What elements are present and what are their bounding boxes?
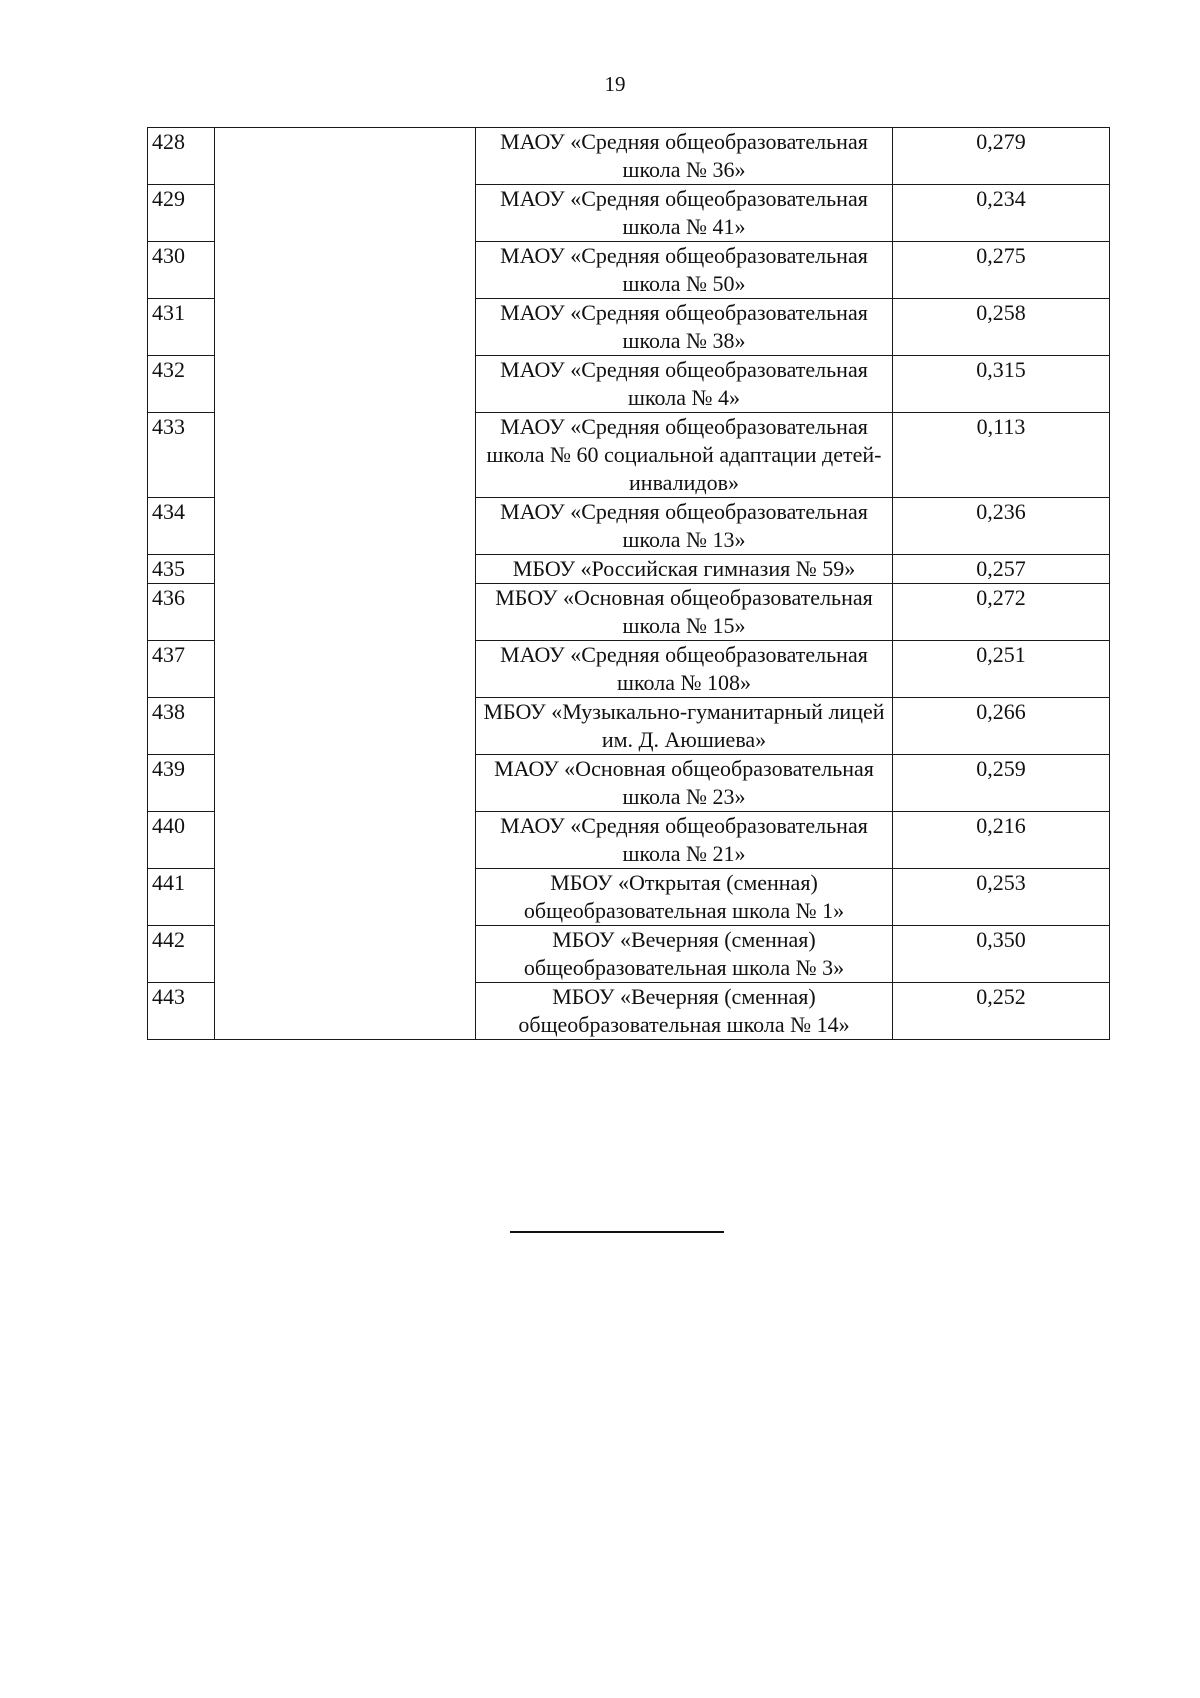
school-name: МБОУ «Российская гимназия № 59»: [476, 555, 893, 584]
page-number: 19: [604, 72, 626, 96]
row-number: 429: [148, 185, 215, 242]
coefficient-value: 0,315: [893, 356, 1110, 413]
coefficient-value: 0,350: [893, 926, 1110, 983]
coefficient-value: 0,266: [893, 698, 1110, 755]
coefficient-value: 0,275: [893, 242, 1110, 299]
closing-rule: [510, 1231, 724, 1233]
row-number: 428: [148, 128, 215, 185]
school-name: МАОУ «Средняя общеобразовательная школа № 13»: [476, 498, 893, 555]
school-name: МАОУ «Средняя общеобразовательная школа № 4»: [476, 356, 893, 413]
coefficient-value: 0,259: [893, 755, 1110, 812]
row-number: 442: [148, 926, 215, 983]
coefficient-value: 0,252: [893, 983, 1110, 1040]
coefficient-value: 0,113: [893, 413, 1110, 498]
row-number: 431: [148, 299, 215, 356]
coefficient-value: 0,272: [893, 584, 1110, 641]
coefficient-value: 0,236: [893, 498, 1110, 555]
district-cell: [215, 128, 476, 1040]
school-name: МБОУ «Вечерняя (сменная) общеобразовательная школа № 14»: [476, 983, 893, 1040]
school-name: МБОУ «Музыкально-гуманитарный лицей им. Д. Аюшиева»: [476, 698, 893, 755]
school-name: МАОУ «Основная общеобразовательная школа № 23»: [476, 755, 893, 812]
coefficient-value: 0,253: [893, 869, 1110, 926]
row-number: 436: [148, 584, 215, 641]
school-name: МАОУ «Средняя общеобразовательная школа № 108»: [476, 641, 893, 698]
table-row: [148, 128, 1110, 185]
row-number: 438: [148, 698, 215, 755]
school-name: МАОУ «Средняя общеобразовательная школа № 38»: [476, 299, 893, 356]
row-number: 430: [148, 242, 215, 299]
row-number: 434: [148, 498, 215, 555]
school-name: МБОУ «Основная общеобразовательная школа № 15»: [476, 584, 893, 641]
row-number: 435: [148, 555, 215, 584]
coefficient-value: 0,257: [893, 555, 1110, 584]
coefficient-value: 0,279: [893, 128, 1110, 185]
row-number: 441: [148, 869, 215, 926]
school-name: МАОУ «Средняя общеобразовательная школа № 36»: [476, 128, 893, 185]
schools-table: [147, 127, 1110, 1040]
row-number: 437: [148, 641, 215, 698]
row-number: 433: [148, 413, 215, 498]
coefficient-value: 0,216: [893, 812, 1110, 869]
row-number: 443: [148, 983, 215, 1040]
row-number: 432: [148, 356, 215, 413]
school-name: МБОУ «Открытая (сменная) общеобразовательная школа № 1»: [476, 869, 893, 926]
coefficient-value: 0,251: [893, 641, 1110, 698]
school-name: МАОУ «Средняя общеобразовательная школа № 60 социальной адаптации детей-инвалидов»: [476, 413, 893, 498]
coefficient-value: 0,234: [893, 185, 1110, 242]
school-name: МАОУ «Средняя общеобразовательная школа № 21»: [476, 812, 893, 869]
school-name: МБОУ «Вечерняя (сменная) общеобразовательная школа № 3»: [476, 926, 893, 983]
coefficient-value: 0,258: [893, 299, 1110, 356]
table-body: [148, 128, 1110, 1040]
school-name: МАОУ «Средняя общеобразовательная школа № 41»: [476, 185, 893, 242]
school-name: МАОУ «Средняя общеобразовательная школа № 50»: [476, 242, 893, 299]
row-number: 440: [148, 812, 215, 869]
row-number: 439: [148, 755, 215, 812]
